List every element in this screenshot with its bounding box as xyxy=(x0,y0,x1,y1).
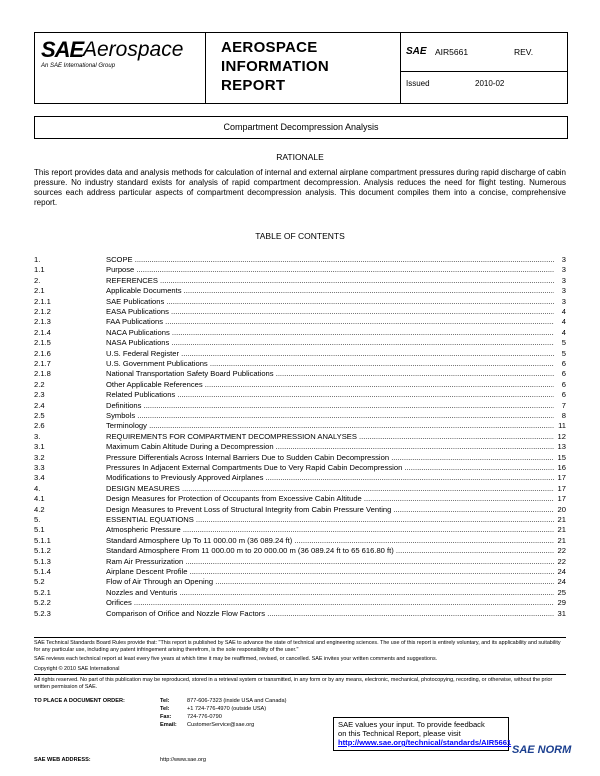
toc-entry-number: 2.1 xyxy=(34,286,45,296)
toc-entry-page: 3 xyxy=(561,275,566,285)
toc-entry-title: NASA Publications ..... xyxy=(106,338,554,348)
document-title: Compartment Decompression Analysis xyxy=(34,116,568,139)
document-number: AIR5661 xyxy=(435,47,469,57)
toc-entry-page: 25 xyxy=(557,587,566,597)
toc-entry-number: 5.2 xyxy=(34,577,45,587)
sae-web-link[interactable]: http://www.sae.org xyxy=(160,757,207,763)
toc-entry-number: 2.4 xyxy=(34,400,45,410)
toc-entry-title: Definitions ..... xyxy=(106,401,554,411)
toc-entry[interactable] xyxy=(34,494,566,504)
toc-entry[interactable] xyxy=(34,349,566,359)
toc-entry-title: Flow of Air Through an Opening ..... xyxy=(106,577,554,587)
toc-entry-title: Atmospheric Pressure ..... xyxy=(106,525,554,535)
toc-entry-number: 1.1 xyxy=(34,265,45,275)
toc-entry[interactable] xyxy=(34,411,566,421)
toc-entry-number: 2.1.2 xyxy=(34,307,51,316)
toc-entry[interactable] xyxy=(34,380,566,390)
toc-entry-page: 22 xyxy=(557,546,566,556)
toc-entry[interactable] xyxy=(34,369,566,379)
feedback-link[interactable]: http://www.sae.org/technical/standards/AIR5661 xyxy=(338,738,512,747)
toc-entry-number: 4.2 xyxy=(34,504,45,514)
toc-entry[interactable] xyxy=(34,567,566,577)
rights-notice: All rights reserved. No part of this publication may be reproduced, stored in a retrieval system or transmitted, in any form or by any means, electronic, mechanical, photocopying, recording, or otherwise, without the prior written permission of SAE. xyxy=(34,677,553,690)
toc-entry-number: 2.6 xyxy=(34,421,45,431)
document-header xyxy=(34,32,568,104)
toc-entry-page: 21 xyxy=(557,525,566,535)
toc-entry-number: 2.1.4 xyxy=(34,327,51,337)
header-divider xyxy=(400,33,401,103)
toc-entry[interactable] xyxy=(34,307,566,317)
toc-entry-title: Nozzles and Venturis ..... xyxy=(106,588,554,598)
toc-heading: TABLE OF CONTENTS xyxy=(255,231,345,241)
toc-entry-number: 3.3 xyxy=(34,463,45,472)
toc-entry-page: 17 xyxy=(557,483,566,493)
toc-entry-number: 5.1.2 xyxy=(34,546,51,556)
toc-entry[interactable] xyxy=(34,317,566,327)
toc-entry-title: EASA Publications ..... xyxy=(106,307,554,317)
toc-entry[interactable] xyxy=(34,421,566,431)
toc-entry-number: 5.1.3 xyxy=(34,556,51,566)
toc-entry-number: 3.2 xyxy=(34,452,45,462)
toc-entry-page: 4 xyxy=(561,307,566,316)
toc-entry-title: SCOPE ..... xyxy=(106,255,554,265)
revision-label: REV. xyxy=(514,47,534,57)
footer-divider xyxy=(34,674,566,675)
toc-entry-page: 15 xyxy=(557,452,566,462)
sae-logo: SAE xyxy=(41,37,84,62)
footer-divider xyxy=(34,637,566,638)
toc-entry-number: 2.1.5 xyxy=(34,338,51,348)
toc-entry[interactable] xyxy=(34,484,566,494)
toc-entry-title: Pressure Differentials Across Internal Barriers Due to Sudden Cabin Decompression ..... xyxy=(106,453,554,463)
toc-entry-number: 5.1.4 xyxy=(34,567,51,576)
toc-entry-page: 6 xyxy=(561,359,566,368)
toc-entry-page: 21 xyxy=(557,515,566,524)
toc-entry-page: 4 xyxy=(561,317,566,327)
toc-entry-page: 6 xyxy=(561,379,566,389)
toc-entry[interactable] xyxy=(34,265,566,275)
toc-entry-number: 2.1.6 xyxy=(34,348,51,358)
order-label: TO PLACE A DOCUMENT ORDER: xyxy=(34,698,125,704)
header-divider xyxy=(400,71,567,72)
toc-entry-title: Design Measures to Prevent Loss of Structural Integrity from Cabin Pressure Venting ..... xyxy=(106,505,554,515)
toc-entry-number: 2.5 xyxy=(34,411,45,420)
sae-rules-notice: SAE Technical Standards Board Rules provide that: "This report is published by SAE to advance the state of technical and engineering sciences. The use of this report is entirely voluntary, and its applicability and suitability for any particular use, including any patent infringement arising therefrom, is the sole responsibility of the user." xyxy=(34,640,561,653)
toc-entry-title: Standard Atmosphere From 11 000.00 m to 20 000.00 m (36 089.24 ft to 65 616.80 ft) ..... xyxy=(106,546,554,556)
feedback-line-2: on this Technical Report, please visit xyxy=(338,729,461,738)
toc-entry-page: 22 xyxy=(557,556,566,566)
toc-entry[interactable] xyxy=(34,297,566,307)
rationale-paragraph: This report provides data and analysis methods for calculation of internal and external airplane compartment pressures during rapid discharge of cabin pressure. No industry standard exists for analysis of rapid compartment decompression. Analysis reduces the need for flight testing. Numerous sources each address particular aspects of compartment decompression analysis. This document compiles them into a concise, comprehensive report. xyxy=(34,168,566,207)
toc-entry-page: 31 xyxy=(557,608,566,618)
contact-value: 877-606-7323 (inside USA and Canada) xyxy=(187,698,287,704)
report-type-line-1: AEROSPACE xyxy=(221,39,318,56)
toc-entry[interactable] xyxy=(34,286,566,296)
toc-entry-title: U.S. Government Publications ..... xyxy=(106,359,554,369)
toc-entry-page: 16 xyxy=(557,463,566,472)
report-type-line-3: REPORT xyxy=(221,77,286,94)
aerospace-logo-text: Aerospace xyxy=(83,38,184,61)
toc-entry-page: 12 xyxy=(557,431,566,441)
toc-entry[interactable] xyxy=(34,473,566,483)
toc-entry-title: Airplane Descent Profile ..... xyxy=(106,567,554,577)
toc-entry[interactable] xyxy=(34,505,566,515)
toc-entry-page: 24 xyxy=(557,577,566,587)
toc-entry-title: Purpose ..... xyxy=(106,265,554,275)
contact-label: Tel: xyxy=(160,698,170,704)
toc-entry[interactable] xyxy=(34,577,566,587)
toc-entry-page: 5 xyxy=(561,348,566,358)
toc-entry-title: Applicable Documents ..... xyxy=(106,286,554,296)
issued-label: Issued xyxy=(406,79,430,88)
toc-entry-page: 17 xyxy=(557,473,566,483)
toc-entry-number: 5. xyxy=(34,515,41,524)
toc-entry-title: Comparison of Orifice and Nozzle Flow Factors ..... xyxy=(106,609,554,619)
toc-entry[interactable] xyxy=(34,328,566,338)
toc-entry-page: 8 xyxy=(561,411,566,420)
toc-entry-page: 7 xyxy=(561,400,566,410)
toc-entry-page: 5 xyxy=(561,338,566,348)
doc-prefix: SAE xyxy=(406,46,427,57)
toc-entry-title: Pressures In Adjacent External Compartments Due to Very Rapid Cabin Decompression ..... xyxy=(106,463,554,473)
toc-entry-number: 2.2 xyxy=(34,379,45,389)
toc-entry-number: 2.1.7 xyxy=(34,359,51,368)
header-divider xyxy=(205,33,206,103)
report-type-line-2: INFORMATION xyxy=(221,58,330,75)
toc-entry-title: Orifices ..... xyxy=(106,598,554,608)
toc-entry-title: Standard Atmosphere Up To 11 000.00 m (36 089.24 ft) ..... xyxy=(106,536,554,546)
toc-entry-number: 5.2.3 xyxy=(34,608,51,618)
feedback-box xyxy=(333,717,512,751)
toc-entry-title: Terminology ..... xyxy=(106,421,554,431)
toc-entry-page: 4 xyxy=(561,327,566,337)
toc-entry-number: 3. xyxy=(34,431,41,441)
sae-norm-watermark: SAE NORM xyxy=(512,744,572,756)
logo-tagline: An SAE International Group xyxy=(41,63,116,69)
toc-entry-title: Ram Air Pressurization ..... xyxy=(106,557,554,567)
contact-label: Email: xyxy=(160,722,177,728)
toc-entry-title: Symbols ..... xyxy=(106,411,554,421)
toc-entry-number: 2.3 xyxy=(34,390,45,400)
contact-label: Tel: xyxy=(160,706,170,712)
copyright: Copyright © 2010 SAE International xyxy=(34,666,120,672)
toc-entry-page: 6 xyxy=(561,369,566,379)
toc-entry-title: ESSENTIAL EQUATIONS ..... xyxy=(106,515,554,525)
toc-entry-title: Design Measures for Protection of Occupants from Excessive Cabin Altitude ..... xyxy=(106,494,554,504)
toc-entry-page: 13 xyxy=(557,442,566,452)
toc-entry[interactable] xyxy=(34,442,566,452)
contact-value: 724-776-0790 xyxy=(187,714,222,720)
toc-entry[interactable] xyxy=(34,588,566,598)
toc-entry[interactable] xyxy=(34,359,566,369)
toc-entry-title: Related Publications ..... xyxy=(106,390,554,400)
toc-entry[interactable] xyxy=(34,401,566,411)
feedback-line-1: SAE values your input. To provide feedback xyxy=(338,720,485,729)
toc-entry-number: 2. xyxy=(34,275,41,285)
toc-entry-title: FAA Publications ..... xyxy=(106,317,554,327)
toc-entry-number: 2.1.1 xyxy=(34,296,51,306)
toc-entry-title: REFERENCES ..... xyxy=(106,276,554,286)
toc-entry[interactable] xyxy=(34,338,566,348)
toc-entry-number: 5.2.2 xyxy=(34,598,51,608)
contact-value: +1 724-776-4970 (outside USA) xyxy=(187,706,267,712)
toc-entry-title: Modifications to Previously Approved Airplanes ..... xyxy=(106,473,554,483)
toc-entry-title: U.S. Federal Register ..... xyxy=(106,349,554,359)
rationale-heading: RATIONALE xyxy=(276,152,324,162)
toc-entry-title: REQUIREMENTS FOR COMPARTMENT DECOMPRESSION ANALYSES ..... xyxy=(106,432,554,442)
toc-entry-number: 1. xyxy=(34,255,41,264)
web-address-label: SAE WEB ADDRESS: xyxy=(34,757,91,763)
toc-entry[interactable] xyxy=(34,557,566,567)
toc-entry-page: 3 xyxy=(561,296,566,306)
toc-entry[interactable] xyxy=(34,390,566,400)
toc-entry[interactable] xyxy=(34,255,566,265)
toc-entry-number: 4.1 xyxy=(34,494,45,504)
toc-entry[interactable] xyxy=(34,598,566,608)
toc-entry[interactable] xyxy=(34,276,566,286)
toc-entry-title: Maximum Cabin Altitude During a Decompression ..... xyxy=(106,442,554,452)
toc-entry-page: 29 xyxy=(557,598,566,608)
toc-entry-page: 11 xyxy=(558,421,566,431)
toc-entry-page: 6 xyxy=(561,390,566,400)
toc-entry[interactable] xyxy=(34,432,566,442)
toc-entry[interactable] xyxy=(34,525,566,535)
toc-entry-page: 20 xyxy=(557,504,566,514)
toc-entry-page: 3 xyxy=(561,265,566,275)
toc-entry-number: 5.1.1 xyxy=(34,535,51,545)
toc-entry-page: 17 xyxy=(557,494,566,504)
toc-entry-number: 5.1 xyxy=(34,525,45,535)
toc-entry[interactable] xyxy=(34,536,566,546)
toc-entry-title: Other Applicable References ..... xyxy=(106,380,554,390)
toc-entry-page: 3 xyxy=(561,255,566,264)
review-notice: SAE reviews each technical report at least every five years at which time it may be reaffirmed, revised, or cancelled. SAE invites your written comments and suggestions. xyxy=(34,656,438,662)
toc-entry-number: 2.1.3 xyxy=(34,317,51,327)
toc-entry-page: 3 xyxy=(561,286,566,296)
toc-entry-number: 4. xyxy=(34,483,41,493)
toc-entry[interactable] xyxy=(34,463,566,473)
contact-label: Fax: xyxy=(160,714,172,720)
toc-entry[interactable] xyxy=(34,515,566,525)
toc-entry[interactable] xyxy=(34,546,566,556)
toc-entry-title: National Transportation Safety Board Publications ..... xyxy=(106,369,554,379)
toc-entry-page: 24 xyxy=(557,567,566,576)
toc-entry-title: DESIGN MEASURES ..... xyxy=(106,484,554,494)
toc-entry-number: 3.4 xyxy=(34,473,45,483)
toc-entry-title: NACA Publications ..... xyxy=(106,328,554,338)
toc-entry-page: 21 xyxy=(557,535,566,545)
toc-entry-number: 5.2.1 xyxy=(34,587,51,597)
toc-entry[interactable] xyxy=(34,609,566,619)
toc-entry-number: 3.1 xyxy=(34,442,45,452)
toc-entry-number: 2.1.8 xyxy=(34,369,51,379)
issued-date: 2010-02 xyxy=(475,79,505,88)
toc-entry-title: SAE Publications ..... xyxy=(106,297,554,307)
contact-email[interactable]: CustomerService@sae.org xyxy=(187,722,255,728)
toc-entry[interactable] xyxy=(34,453,566,463)
